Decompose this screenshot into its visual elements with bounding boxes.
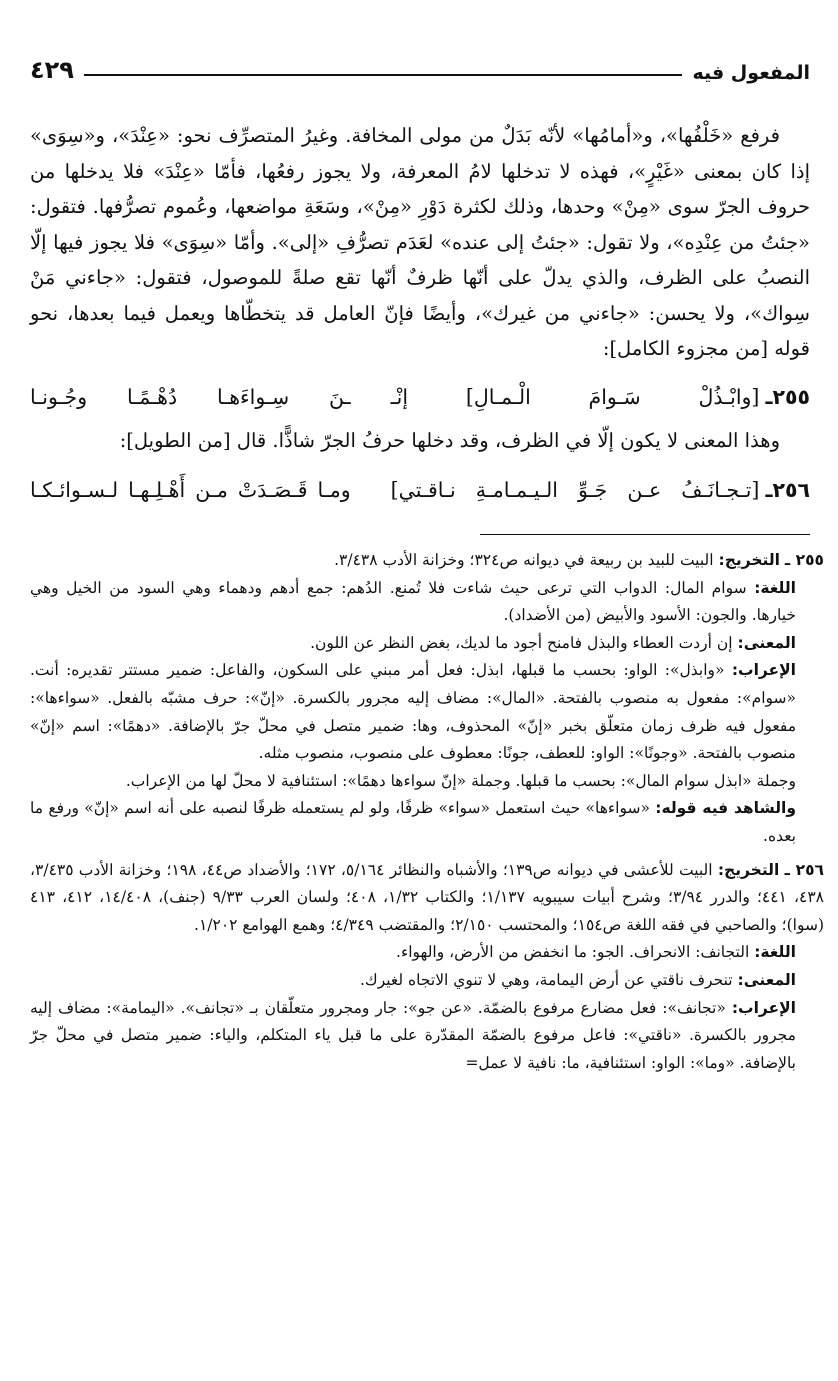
page-header	[30, 50, 810, 84]
verse-hemistich-1: [تـجـانَـفُ عـن جَـوِّ الـيـمـامـةِ نـاقـتي]	[390, 478, 760, 503]
label-lugha: اللغة:	[754, 578, 796, 597]
verse-number: ٢٥٦ـ	[765, 478, 810, 503]
book-page	[30, 50, 824, 1370]
verse-255	[30, 373, 810, 423]
footnote-256	[30, 857, 824, 1078]
header-rule	[84, 74, 683, 76]
verse-hemistich-2: ـنَ سِـواءَهـا دُهْـمًـا وجُـونـا	[30, 384, 351, 409]
footnote-number: ٢٥٦ ـ	[784, 860, 824, 879]
chapter-title: المفعول فيه	[692, 62, 810, 84]
verse-number: ٢٥٥ـ	[765, 384, 810, 409]
verse-hemistich-1: [وابْـذُلْ سَـوامَ الْـمـالِ] إنْـ	[390, 384, 760, 409]
label-shahid: والشاهد فيه قوله:	[655, 799, 797, 818]
irab-text: «وابذل»: الواو: بحسب ما قبلها، ابذل: فعل أمر مبني على السكون، والفاعل: ضمير مستتر تقديره: أنت. «سوام»: مفعول به منصوب بالفتحة. «المال»: مضاف إليه مجرور بالكسرة. «إنّ»: حرف مشبّه بالفعل. «سواءها»: مفعول فيه ظرف زمان متعلّق بخبر «إنّ» المحذوف، وها: ضمير متصل في محلّ جرّ بالإضافة. «دهمًا»: اسم «إنّ» منصوب بالفتحة. «وجونًا»: الواو: للعطف، جونًا: معطوف على منصوب، منصوب مثله.	[30, 661, 796, 763]
paragraph-2: وهذا المعنى لا يكون إلّا في الظرف، وقد دخلها حرفُ الجرّ شاذًّا. قال [من الطويل]:	[119, 428, 780, 452]
label-irab: الإعراب:	[731, 998, 796, 1017]
verse-256	[30, 466, 810, 516]
takhrij-text: البيت للبيد بن ربيعة في ديوانه ص٣٢٤؛ وخزانة الأدب ٣/٤٣٨.	[334, 551, 714, 569]
footnote-255	[30, 547, 824, 851]
footnotes	[30, 547, 824, 1077]
footnote-separator	[30, 534, 810, 535]
footnote-number: ٢٥٥ ـ	[784, 551, 824, 569]
paragraph-1: فرفع «خَلْفُها»، و«أمامُها» لأنّه بَدَلٌ من مولى المخافة. وغيرُ المتصرِّف نحو: «عِنْدَ»، و«سِوَى» إذا كان بمعنى «غَيْرٍ»، فهذه لا تدخلها لامُ المعرفة، ولا يجوز رفعُها، فأمّا «عِنْدَ» فلا يدخلها من حروف الجرّ سوى «مِنْ» وحدها، وذلك لكثرة دَوْرِ «مِنْ»، وسَعَةِ مواضعها، وعُموم تصرُّفها. فتقول: «جئتُ من عِنْدِه»، ولا تقول: «جئتُ إلى عنده» لعَدَم تصرُّفِ «إلى». وأمّا «سِوَى» فلا يجوز فيها إلّا النصبُ على الظرف، والذي يدلّ على أنّها ظرفٌ أنّها تقع صلةً للموصول، فتقول: «جاءني مَنْ سِواك»، ولا يحسن: «جاءني من غيرك»، وأيضًا فإنّ العامل قد يتخطّاها ويعمل فيما بعدها، نحو قوله [من مجزوء الكامل]:	[30, 124, 810, 360]
takhrij-text: البيت للأعشى في ديوانه ص١٣٩؛ والأشباه والنظائر ٥/١٦٤، ١٧٢؛ والأضداد ص٤٤، ١٩٨؛ وخزانة الأدب ٣/٤٣٥، ٤٣٨، ٤٤١؛ والدرر ٣/٩٤؛ وشرح أبيات سيبويه ١/١٣٧؛ والكتاب ١/٣٢، ٤٠٨؛ ولسان العرب ٩/٣٣ (جنف)، ١٤/٤٠٨، ٤١٢، ٤١٣ (سوا)؛ والصاحبي في فقه اللغة ص١٥٤؛ والمحتسب ٢/١٥٠؛ والمقتضب ٤/٣٤٩؛ وهمع الهوامع ١/٢٠٢.	[30, 860, 824, 934]
irab-text: «تجانف»: فعل مضارع مرفوع بالضمّة. «عن جو»: جار ومجرور متعلّقان بـ «تجانف». «اليمامة»: مضاف إليه مجرور بالكسرة. «ناقتي»: فاعل مرفوع بالضمّة المقدّرة على ما قبل ياء المتكلم، والياء: ضمير متصل في محلّ جرّ بالإضافة. «وما»: الواو: استئنافية، ما: نافية لا عمل=	[30, 998, 796, 1072]
label-takhrij: التخريج:	[718, 551, 780, 569]
mana-text: إن أردت العطاء والبذل فامنح أجود ما لديك، بغض النظر عن اللون.	[310, 633, 733, 652]
label-takhrij: التخريج:	[717, 860, 780, 879]
lugha-text: التجانف: الانحراف. الجو: ما انخفض من الأرض، والهواء.	[396, 943, 750, 962]
shahid-text: «سواءها» حيث استعمل «سواء» ظرفًا، ولو لم يستعمله ظرفًا لنصبه على أنه اسم «إنّ» ورفع ما بعده.	[30, 799, 796, 845]
jumla-text: وجملة «ابذل سوام المال»: بحسب ما قبلها. وجملة «إنّ سواءها دهمًا»: استئنافية لا محلّ لها من الإعراب.	[125, 771, 796, 790]
lugha-text: سوام المال: الدواب التي ترعى حيث شاءت فلا تُمنع. الدُهم: جمع أدهم ودهماء وهي السود من الخيل وهي خيارها. والجون: الأسود والأبيض (من الأضداد).	[30, 578, 796, 625]
label-mana: المعنى:	[737, 970, 796, 989]
mana-text: تنحرف ناقتي عن أرض اليمامة، وهي لا تنوي الاتجاه لغيرك.	[360, 970, 733, 989]
page-number: ٤٢٩	[30, 56, 74, 84]
label-mana: المعنى:	[737, 633, 796, 652]
label-lugha: اللغة:	[754, 943, 796, 962]
label-irab: الإعراب:	[731, 661, 796, 680]
main-text	[30, 118, 810, 516]
verse-hemistich-2: ومـا قَـصَـدَتْ مـن أَهْـلِـهـا لـسـوائـكـا	[30, 478, 351, 503]
